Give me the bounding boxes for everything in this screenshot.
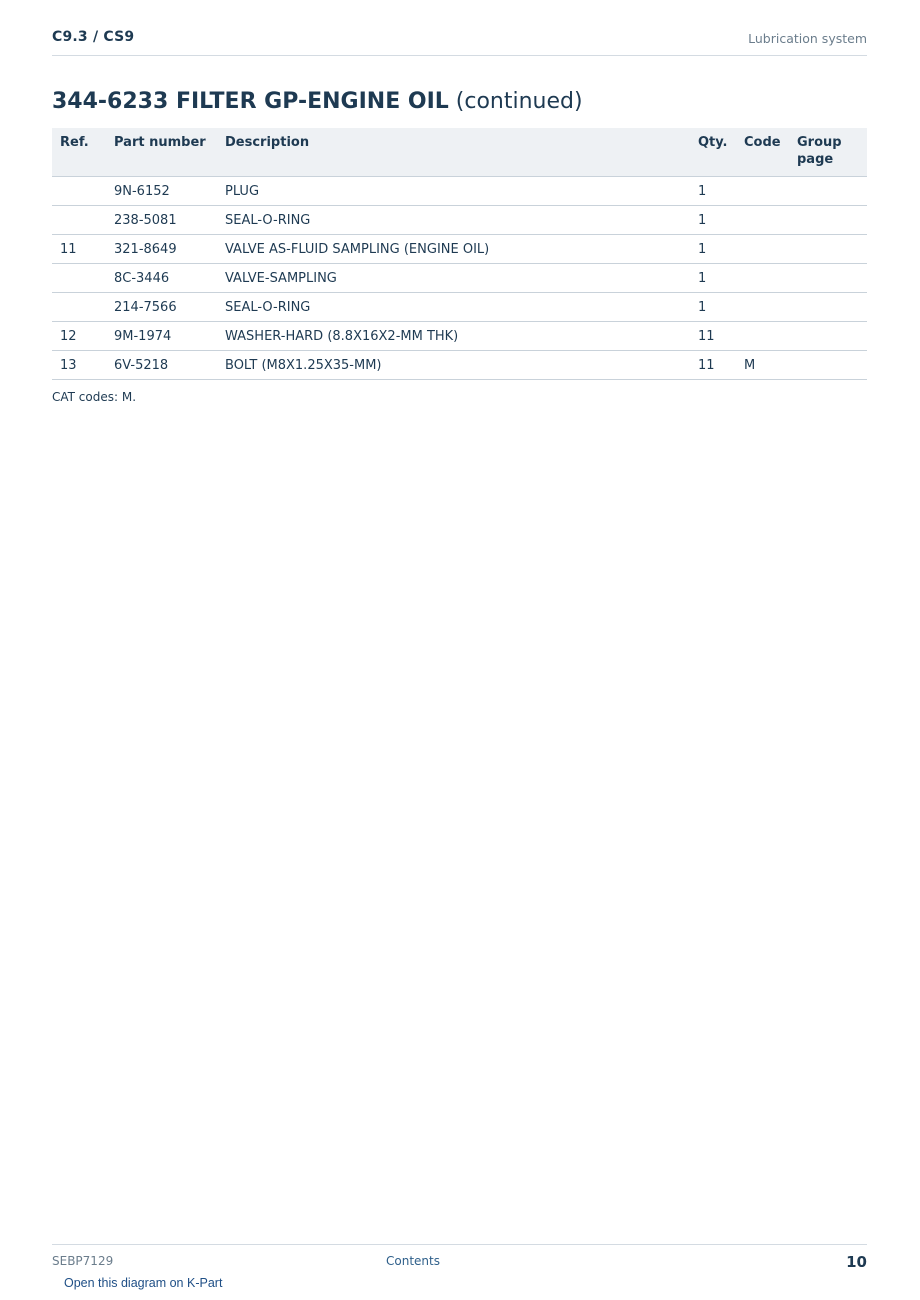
column-header-group-page: Group page [789, 128, 867, 177]
document-id: SEBP7129 [52, 1254, 114, 1268]
table-row [52, 351, 867, 380]
cell-part-number: 8C-3446 [106, 264, 217, 293]
cell-qty: 1 [690, 235, 736, 264]
cell-description: WASHER-HARD (8.8X16X2-MM THK) [217, 322, 690, 351]
cell-description: BOLT (M8X1.25X35-MM) [217, 351, 690, 380]
page-number: 10 [846, 1253, 867, 1271]
cell-qty: 1 [690, 264, 736, 293]
cell-qty: 1 [690, 206, 736, 235]
table-row [52, 206, 867, 235]
section-label: Lubrication system [748, 31, 867, 46]
cell-description: VALVE-SAMPLING [217, 264, 690, 293]
cell-ref [52, 293, 106, 322]
model-label: C9.3 / CS9 [52, 29, 135, 45]
table-header-row [52, 128, 867, 177]
open-diagram-kpart-link[interactable]: Open this diagram on K-Part [64, 1276, 223, 1290]
contents-link[interactable]: Contents [386, 1254, 440, 1268]
cell-group-page [789, 206, 867, 235]
cell-code [736, 235, 789, 264]
cell-description: VALVE AS-FLUID SAMPLING (ENGINE OIL) [217, 235, 690, 264]
cell-part-number: 214-7566 [106, 293, 217, 322]
cell-group-page [789, 351, 867, 380]
cell-code: M [736, 351, 789, 380]
cell-group-page [789, 177, 867, 206]
table-row [52, 264, 867, 293]
cell-ref [52, 206, 106, 235]
page-footer [52, 1244, 867, 1275]
page-title [52, 89, 583, 114]
cell-ref: 12 [52, 322, 106, 351]
cell-group-page [789, 264, 867, 293]
cell-group-page [789, 322, 867, 351]
table-row [52, 293, 867, 322]
cell-ref: 11 [52, 235, 106, 264]
cell-code [736, 206, 789, 235]
cell-code [736, 177, 789, 206]
page-header [52, 28, 867, 56]
cell-part-number: 321-8649 [106, 235, 217, 264]
cell-part-number: 6V-5218 [106, 351, 217, 380]
parts-table [52, 128, 867, 380]
table-row [52, 322, 867, 351]
cell-ref: 13 [52, 351, 106, 380]
cell-code [736, 293, 789, 322]
title-main: 344-6233 FILTER GP-ENGINE OIL [52, 89, 449, 114]
cell-group-page [789, 235, 867, 264]
title-suffix: (continued) [455, 89, 583, 114]
column-header-part-number: Part number [106, 128, 217, 177]
cell-code [736, 264, 789, 293]
cell-qty: 1 [690, 177, 736, 206]
table-row [52, 235, 867, 264]
cell-group-page [789, 293, 867, 322]
cat-codes-note: CAT codes: M. [52, 390, 137, 404]
cell-qty: 11 [690, 351, 736, 380]
cell-part-number: 9M-1974 [106, 322, 217, 351]
cell-qty: 1 [690, 293, 736, 322]
cell-description: SEAL-O-RING [217, 293, 690, 322]
column-header-description: Description [217, 128, 690, 177]
cell-description: SEAL-O-RING [217, 206, 690, 235]
column-header-code: Code [736, 128, 789, 177]
table-row [52, 177, 867, 206]
cell-part-number: 238-5081 [106, 206, 217, 235]
column-header-ref: Ref. [52, 128, 106, 177]
column-header-qty: Qty. [690, 128, 736, 177]
cell-ref [52, 264, 106, 293]
cell-part-number: 9N-6152 [106, 177, 217, 206]
cell-ref [52, 177, 106, 206]
cell-description: PLUG [217, 177, 690, 206]
cell-qty: 11 [690, 322, 736, 351]
cell-code [736, 322, 789, 351]
